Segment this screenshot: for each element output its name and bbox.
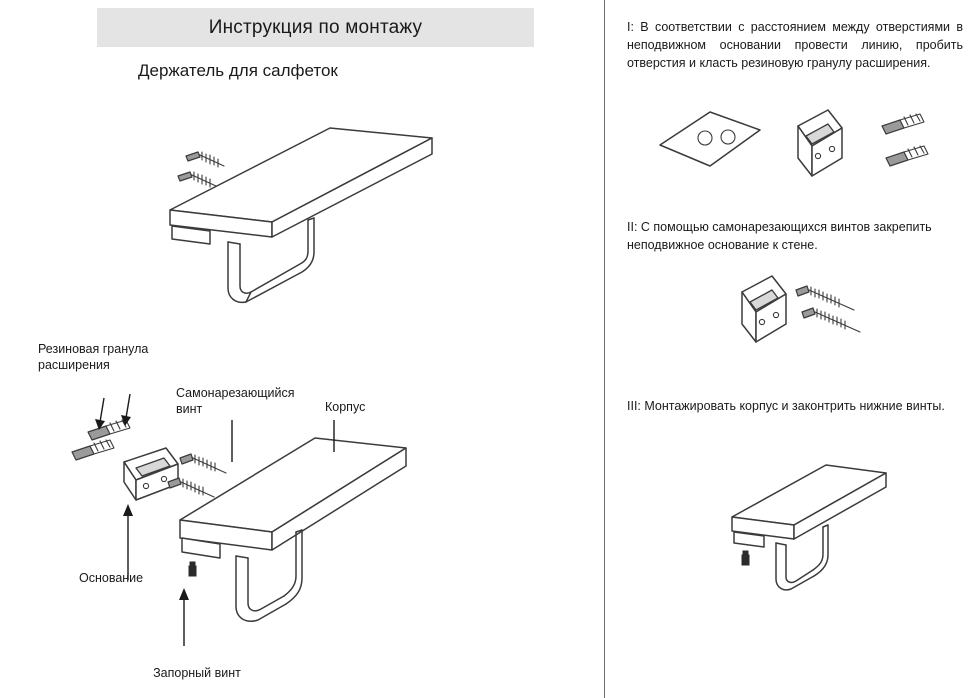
figure-step2-parts <box>730 272 970 362</box>
step-3-text: III: Монтажировать корпус и законтрить нижние винты. <box>627 399 945 413</box>
label-base: Основание <box>79 571 144 585</box>
arrow-base <box>123 504 133 580</box>
step-1-text: I: В соответствии с расстоянием между отверстиями в неподвижном основании провести линию, пробить отверстия и класть резиновую гранулу расширения. <box>627 20 963 70</box>
part-base-plate-step2 <box>742 276 786 342</box>
figure-exploded-view <box>60 390 480 690</box>
part-anchors-step1 <box>882 114 928 166</box>
part-assembled-holder <box>732 465 886 590</box>
product-title: Держатель для салфеток <box>138 61 338 80</box>
part-lock-screw-step3 <box>742 551 749 565</box>
part-wall-template <box>660 112 760 166</box>
part-base-plate <box>124 448 178 500</box>
figure-step3-parts <box>720 455 970 615</box>
arrow-lock-screw <box>179 588 189 646</box>
figure-main-assembly <box>150 110 550 330</box>
part-base-plate-step1 <box>798 110 842 176</box>
label-body: Корпус <box>325 400 366 414</box>
step-2-text: II: С помощью самонарезающихся винтов закрепить неподвижное основание к стене. <box>627 220 932 252</box>
part-screws-step2 <box>796 286 860 332</box>
column-divider <box>604 0 605 698</box>
part-lock-screw <box>189 562 196 576</box>
label-lock-screw: Запорный винт <box>153 666 241 680</box>
label-rubber-granule: Резиновая гранула расширения <box>38 342 149 372</box>
page-title: Инструкция по монтажу <box>208 17 423 38</box>
label-self-tapping-screw: Самонарезающийся винт <box>176 386 295 416</box>
figure-step1-parts <box>650 100 970 210</box>
part-body <box>180 438 406 621</box>
